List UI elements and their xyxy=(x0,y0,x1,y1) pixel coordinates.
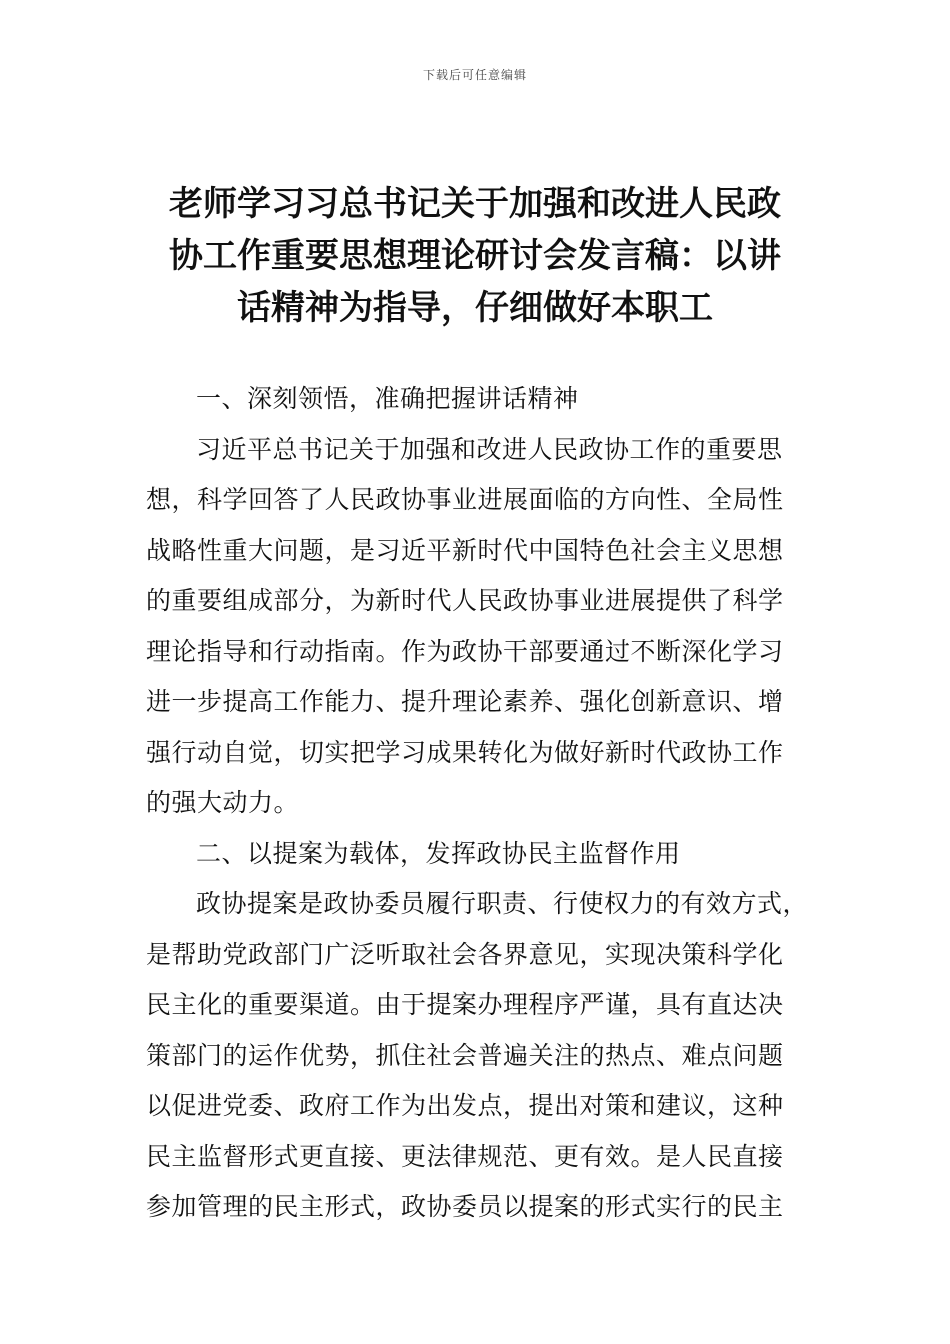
paragraph-line: 策部门的运作优势，抓住社会普遍关注的热点、难点问题 xyxy=(146,1040,784,1070)
paragraph-line: 进一步提高工作能力、提升理论素养、强化创新意识、增 xyxy=(146,687,784,716)
document-title xyxy=(140,178,810,334)
paragraph-1 xyxy=(146,425,810,829)
title-line: 话精神为指导，仔细做好本职工 xyxy=(237,288,713,328)
paragraph-line: 的重要组成部分，为新时代人民政协事业进展提供了科学 xyxy=(146,586,784,615)
paragraph-line: 参加管理的民主形式，政协委员以提案的形式实行的民主 xyxy=(146,1192,784,1221)
title-line: 老师学习习总书记关于加强和改进人民政 xyxy=(169,184,781,224)
paragraph-line: 的强大动力。 xyxy=(146,788,300,817)
paragraph-line: 战略性重大问题，是习近平新时代中国特色社会主义思想 xyxy=(146,535,784,565)
section-heading-2: 二、以提案为载体，发挥政协民主监督作用 xyxy=(196,838,681,868)
paragraph-line: 民主监督形式更直接、更法律规范、更有效。是人民直接 xyxy=(146,1141,784,1171)
paragraph-line: 政协提案是政协委员履行职责、行使权力的有效方式， xyxy=(196,889,809,918)
paragraph-line: 民主化的重要渠道。由于提案办理程序严谨，具有直达决 xyxy=(146,990,784,1019)
header-note: 下载后可任意编辑 xyxy=(422,68,527,82)
section-heading-1: 一、深刻领悟，准确把握讲话精神 xyxy=(196,384,579,413)
title-line: 协工作重要思想理论研讨会发言稿：以讲 xyxy=(169,236,781,276)
paragraph-line: 以促进党委、政府工作为出发点，提出对策和建议，这种 xyxy=(146,1091,784,1120)
paragraph-line: 理论指导和行动指南。作为政协干部要通过不断深化学习 xyxy=(146,636,784,666)
paragraph-line: 是帮助党政部门广泛听取社会各界意见，实现决策科学化 xyxy=(146,939,784,969)
paragraph-2 xyxy=(146,879,810,1233)
paragraph-line: 想，科学回答了人民政协事业进展面临的方向性、全局性 xyxy=(146,485,784,514)
document-body xyxy=(146,374,810,1233)
paragraph-line: 强行动自觉，切实把学习成果转化为做好新时代政协工作 xyxy=(146,737,784,767)
paragraph-line: 习近平总书记关于加强和改进人民政协工作的重要思 xyxy=(196,434,783,464)
